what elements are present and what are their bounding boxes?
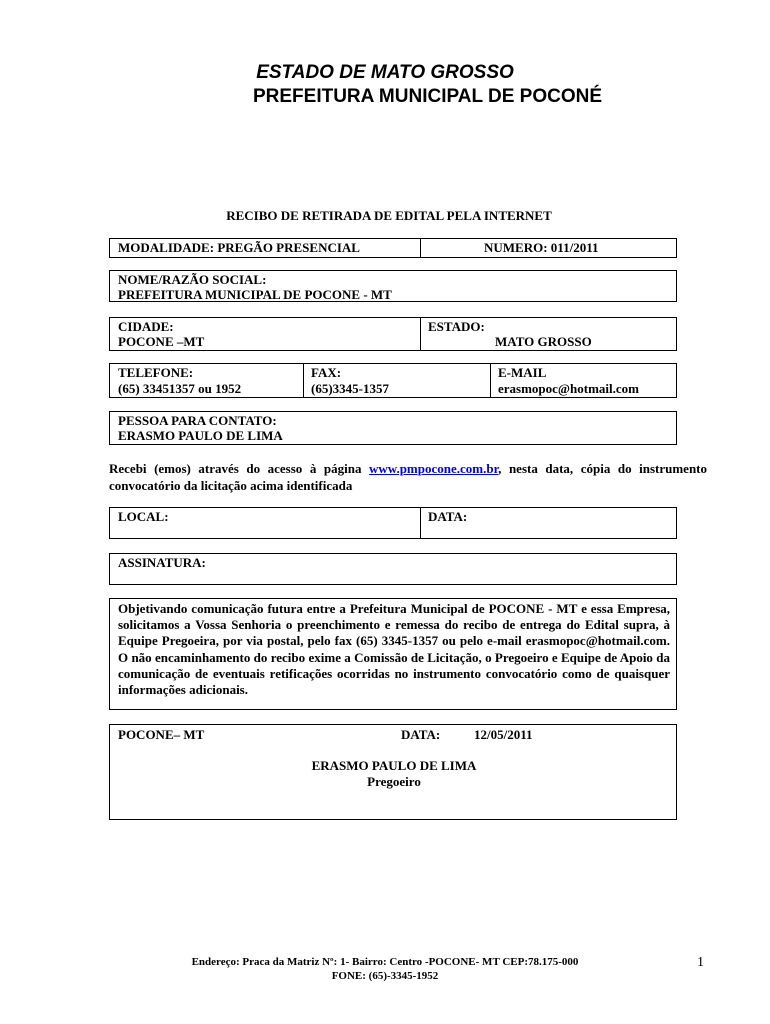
contato-value: ERASMO PAULO DE LIMA — [118, 428, 283, 443]
footer-phone: FONE: (65)-3345-1952 — [331, 970, 439, 982]
notice-text: Objetivando comunicação futura entre a Prefeitura Municipal de POCONE - MT e essa Empresa, solicitamos a Vossa Senhoria o preenchimento e remessa do recibo de entrega do Edital supra, à Equipe Pregoeira, por via postal, pelo fax (65) 3345-1357 ou pelo e-mail erasmopoc@hotmail.com. O não encaminhamento do recibo exime a Comissão de Licitação, o Pregoeiro e Equipe de Apoio da comunicação de eventuais retificações ocorridas no instrumento convocatório como de quaisquer informações adicionais. — [118, 601, 670, 698]
estado-label: ESTADO: — [428, 319, 485, 334]
pregoeiro-name: ERASMO PAULO DE LIMA — [311, 758, 477, 773]
contact-numbers-box — [109, 363, 677, 398]
state-header: ESTADO DE MATO GROSSO — [256, 62, 514, 83]
telefone-value: (65) 33451357 ou 1952 — [118, 381, 242, 396]
signature-date-value: 12/05/2011 — [474, 727, 533, 742]
footer-address: Endereço: Praca da Matriz Nº: 1- Bairro: Centro -POCONE- MT CEP:78.175-000 — [191, 956, 579, 968]
numero-field: NUMERO: 011/2011 — [484, 240, 599, 255]
local-data-box — [109, 507, 677, 539]
assinatura-box — [109, 553, 677, 585]
fax-value: (65)3345-1357 — [311, 381, 389, 396]
document-title: RECIBO DE RETIRADA DE EDITAL PELA INTERNET — [226, 208, 552, 223]
divider — [490, 364, 491, 397]
municipality-header: PREFEITURA MUNICIPAL DE POCONÉ — [252, 86, 603, 107]
divider — [303, 364, 304, 397]
assinatura-label: ASSINATURA: — [118, 555, 206, 570]
contato-box — [109, 411, 677, 445]
divider — [420, 508, 421, 538]
contato-label: PESSOA PARA CONTATO: — [118, 413, 277, 428]
telefone-label: TELEFONE: — [118, 365, 194, 380]
estado-value: MATO GROSSO — [495, 334, 592, 349]
razao-social-label: NOME/RAZÃO SOCIAL: — [118, 272, 267, 287]
website-link[interactable]: www.pmpocone.com.br — [369, 461, 499, 476]
notice-box — [109, 598, 677, 710]
receipt-statement: Recebi (emos) através do acesso à página www.pmpocone.com.br, nesta data, cópia do instrumento convocatório da licitação acima identificada — [109, 461, 708, 493]
signature-date-label: DATA: — [401, 727, 441, 742]
local-label: LOCAL: — [118, 509, 169, 524]
razao-social-box — [109, 270, 677, 302]
divider — [420, 318, 421, 350]
footer — [0, 955, 770, 983]
fax-label: FAX: — [311, 365, 342, 380]
page-number: 1 — [697, 955, 704, 970]
pregoeiro-role: Pregoeiro — [367, 774, 421, 789]
cidade-label: CIDADE: — [118, 319, 174, 334]
email-value: erasmopoc@hotmail.com — [498, 381, 639, 396]
data-label: DATA: — [428, 509, 468, 524]
modalidade-field: MODALIDADE: PREGÃO PRESENCIAL — [118, 240, 360, 255]
cidade-value: POCONE –MT — [118, 334, 205, 349]
cidade-estado-box — [109, 317, 677, 351]
razao-social-value: PREFEITURA MUNICIPAL DE POCONE - MT — [118, 287, 392, 302]
signature-block — [109, 724, 677, 820]
email-label: E-MAIL — [498, 365, 547, 380]
modalidade-row — [109, 238, 677, 258]
divider — [420, 239, 421, 257]
place-label: POCONE– MT — [118, 727, 205, 742]
